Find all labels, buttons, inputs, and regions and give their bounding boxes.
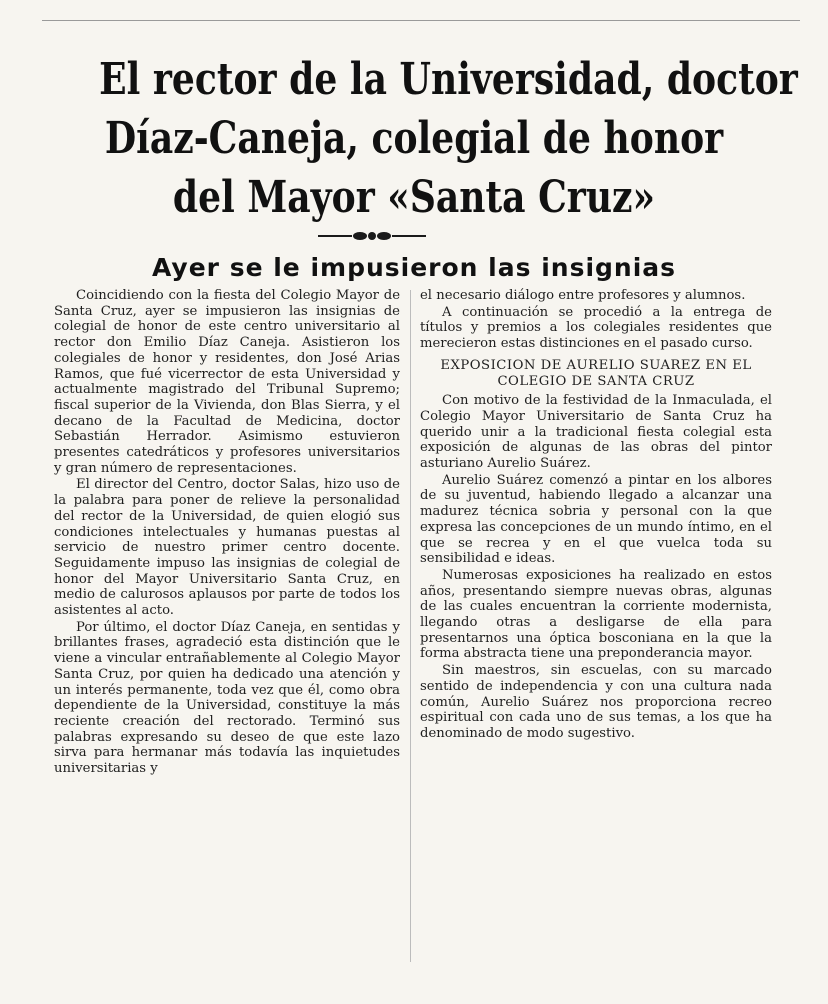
paragraph: Por último, el doctor Díaz Caneja, en sentidas y brillantes frases, agradeció esta distinción que le viene a vincular entrañablemente al Colegio Mayor Santa Cruz, por quien ha dedicado una atención y un interés permanente, toda vez que él, como obra dependiente de la Universidad, constituye la más reciente creación del rectorado. Terminó sus palabras expresando su deseo de que este lazo sirva para hermanar más todavía las inquietudes universitarias y xyxy=(54,619,400,777)
paragraph: Coincidiendo con la fiesta del Colegio Mayor de Santa Cruz, ayer se impusieron las insignias de colegial de honor de este centro universitario al rector don Emilio Díaz Caneja. Asistieron los colegiales de honor y residentes, don José Arias Ramos, que fué vicerrector de esta Universidad y actualmente magistrado del Tribunal Supremo; fiscal superior de la Vivienda, don Blas Sierra, y el decano de la Facultad de Medicina, doctor Sebastián Herrador. Asimismo estuvieron presentes catedráticos y profesores universitarios y gran número de representaciones. xyxy=(54,288,400,476)
headline-line-2: Díaz-Caneja, colegial de honor xyxy=(104,113,724,164)
headline-line-3: del Mayor «Santa Cruz» xyxy=(172,172,656,223)
paragraph: Sin maestros, sin escuelas, con su marcado sentido de independencia y con una cultura nada común, Aurelio Suárez nos proporciona recreo espiritual con cada uno de sus temas, a los que ha denominado de modo sugestivo. xyxy=(420,663,772,741)
paragraph: el necesario diálogo entre profesores y alumnos. xyxy=(420,288,746,303)
section-heading: EXPOSICION DE AURELIO SUAREZ EN EL COLEGIO DE SANTA CRUZ xyxy=(440,357,752,389)
paragraph: Numerosas exposiciones ha realizado en estos años, presentando siempre nuevas obras, algunas de las cuales encuentran la corriente modernista, llegando otras a desligarse de ella para presentarnos una óptica bosconiana en la que la forma abstracta tiene una preponderancia mayor. xyxy=(420,567,772,662)
paragraph: Aurelio Suárez comenzó a pintar en los albores de su juventud, habiendo llegado a alcanzar una madurez técnica sobria y personal con la que expresa las concepciones de un mundo íntimo, en el que se recrea y en el que vuelca toda su sensibilidad e ideas. xyxy=(420,472,772,567)
column-divider xyxy=(410,290,411,962)
top-rule xyxy=(42,20,800,21)
subheadline: Ayer se le impusieron las insignias xyxy=(151,253,677,282)
paragraph: El director del Centro, doctor Salas, hizo uso de la palabra para poner de relieve la personalidad del rector de la Universidad, de quien elogió sus condiciones intelectuales y humanas puestas al servicio de nuestro primer centro docente. Seguidamente impuso las insignias de colegial de honor del Mayor Universitario Santa Cruz, en medio de calurosos aplausos por parte de todos los asistentes al acto. xyxy=(54,477,400,619)
paragraph: A continuación se procedió a la entrega de títulos y premios a los colegiales residentes que merecieron estas distinciones en el pasado curso. xyxy=(420,304,772,352)
left-column xyxy=(54,288,400,777)
paragraph: Con motivo de la festividad de la Inmaculada, el Colegio Mayor Universitario de Santa Cruz ha querido unir a la tradicional fiesta colegial esta exposición de algunas de las obras del pintor asturiano Aurelio Suárez. xyxy=(420,393,772,472)
headline-line-1: El rector de la Universidad, doctor xyxy=(99,54,798,105)
headline xyxy=(99,50,798,227)
right-column xyxy=(420,288,772,742)
ornament-divider xyxy=(316,228,428,244)
